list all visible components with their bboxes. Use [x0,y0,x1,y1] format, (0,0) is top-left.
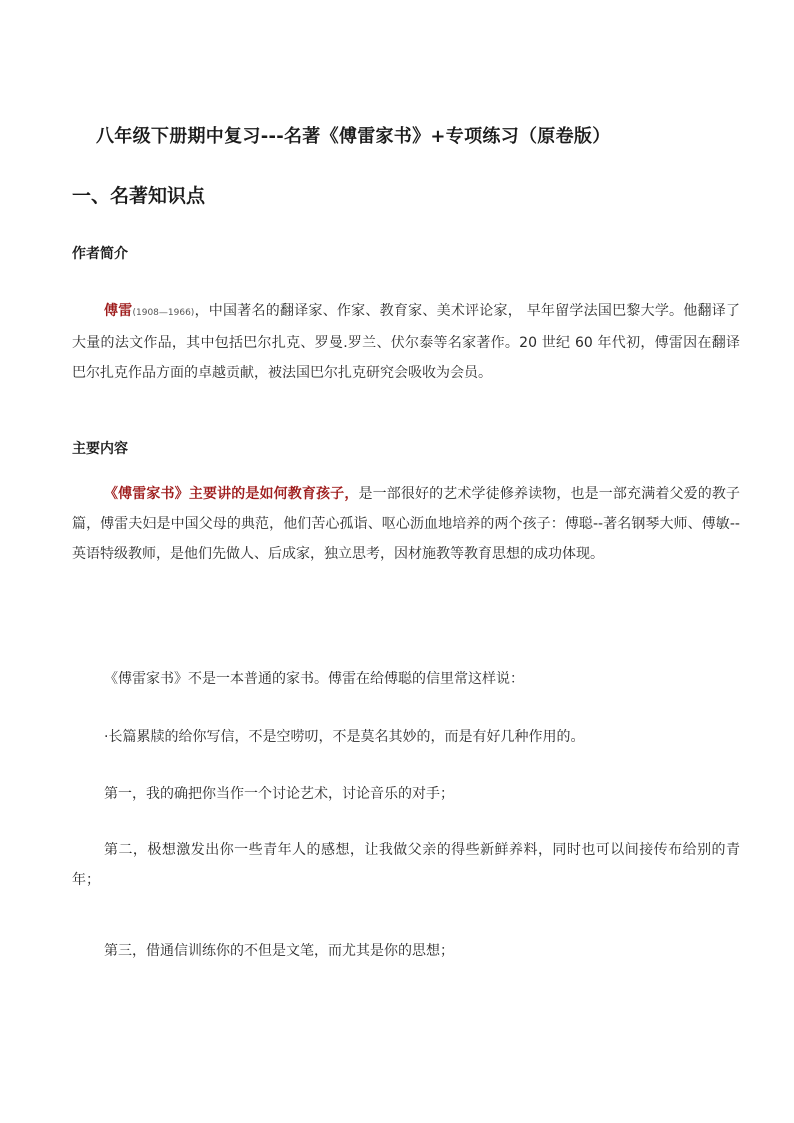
author-bio: ，中国著名的翻译家、作家、教育家、美术评论家， 早年留学法国巴黎大学。他翻译了大量的法文作品，其中包括巴尔扎克、罗曼.罗兰、伏尔泰等名家著作。20 世纪 60 年代初，傅雷因在翻译巴尔扎克作品方面的卓越贡献，被法国巴尔扎克研究会吸收为会员。 [72,303,741,381]
quote-point-3: 第三，借通信训练你的不但是文笔，而尤其是你的思想； [104,943,454,959]
document-title: 八年级下册期中复习---名著《傅雷家书》+专项练习（原卷版） [96,126,611,147]
quote-line-1: ·长篇累牍的给你写信，不是空唠叨，不是莫名其妙的，而是有好几种作用的。 [104,729,585,745]
quote-point-1: 第一，我的确把你当作一个讨论艺术，讨论音乐的对手； [104,786,454,802]
content-paragraph [72,479,740,569]
content-lead: 《傅雷家书》主要讲的是如何教育孩子， [104,486,359,502]
content-body: 是一部很好的艺术学徒修养读物，也是一部充满着父爱的教子篇，傅雷夫妇是中国父母的典范，他们苦心孤诣、呕心沥血地培养的两个孩子：傅聪--著名钢琴大师、傅敏--英语特级教师，是他们先做人、后成家，独立思考，因材施教等教育思想的成功体现。 [72,486,741,562]
quote-intro: 《傅雷家书》不是一本普通的家书。傅雷在给傅聪的信里常这样说： [104,671,524,687]
quote-point-2: 第二，极想激发出你一些青年人的感想，让我做父亲的得些新鲜养料，同时也可以间接传布给别的青年； [72,842,740,888]
author-heading: 作者简介 [72,246,128,262]
content-heading: 主要内容 [72,441,128,457]
author-paragraph [72,296,740,388]
author-years: (1908—1966) [132,308,195,318]
author-name: 傅雷 [104,303,133,319]
section-heading-knowledge: 一、名著知识点 [72,185,206,207]
